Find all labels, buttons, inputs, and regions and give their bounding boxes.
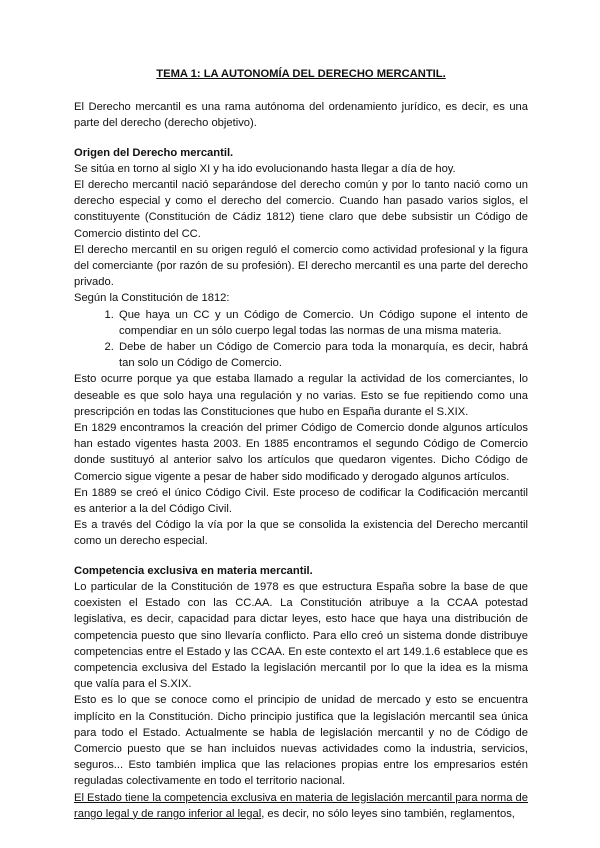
intro-paragraph: El Derecho mercantil es una rama autónoma del ordenamiento jurídico, es decir, es una parte del derecho (derecho objetivo). xyxy=(74,101,528,130)
paragraph: El derecho mercantil nació separándose del derecho común y por lo tanto nació como un derecho especial y como el derecho del comercio. Cuando han pasado varios siglos, el constituyente (Constitución de Cádiz 1812) tiene claro que debe subsistir un Código de Comercio distinto del CC. xyxy=(74,179,528,240)
paragraph: Se sitúa en torno al siglo XI y ha ido evolucionando hasta llegar a día de hoy. xyxy=(74,162,456,175)
paragraph: Es a través del Código la vía por la que se consolida la existencia del Derecho mercantil como un derecho especial. xyxy=(74,519,528,548)
list-item: 1. Que haya un CC y un Código de Comercio. Un Código supone el intento de compendiar en un sólo cuerpo legal todas las normas de una misma materia. xyxy=(117,307,528,339)
page-title: TEMA 1: LA AUTONOMÍA DEL DERECHO MERCANTIL. xyxy=(156,68,446,80)
spacer xyxy=(74,132,528,145)
numbered-list xyxy=(74,307,528,372)
paragraph xyxy=(74,790,528,822)
section-heading-origen: Origen del Derecho mercantil. xyxy=(74,146,234,159)
underlined-text: El Estado tiene la competencia exclusiva en materia de legislación mercantil para norma de rango legal y de rango inferior al legal xyxy=(74,791,528,820)
paragraph-continuation: , es decir, no sólo leyes sino también, reglamentos, xyxy=(261,807,515,820)
paragraph: El derecho mercantil en su origen reguló el comercio como actividad profesional y la figura del comerciante (por razón de su profesión). El derecho mercantil es una parte del derecho privado. xyxy=(74,243,528,289)
section-heading-competencia: Competencia exclusiva en materia mercantil. xyxy=(74,564,313,577)
list-item: 2. Debe de haber un Código de Comercio para toda la monarquía, es decir, habrá tan solo un Código de Comercio. xyxy=(117,339,528,371)
paragraph: En 1829 encontramos la creación del primer Código de Comercio donde algunos artículos han estado vigentes hasta 2003. En 1885 encontramos el segundo Código de Comercio donde sustituyó al anterior salvo los artículos que quedaron vigentes. Dicho Código de Comercio sigue vigente a pesar de haber sido modificado y derogado algunos artículos. xyxy=(74,422,528,483)
paragraph: Lo particular de la Constitución de 1978 es que estructura España sobre la base de que coexisten el Estado con las CC.AA. La Constitución atribuye a la CCAA potestad legislativa, es decir, capacidad para dictar leyes, esto hace que haya una distribución de competencia puesto que sino llevaría conflicto. Para ello creó un sistema donde distribuye competencias entre el Estado y las CCAA. En este contexto el art 149.1.6 establece que es competencia exclusiva del Estado la legislación mercantil por lo que la idea es la misma que valía para el S.XIX. xyxy=(74,580,528,691)
paragraph: Esto ocurre porque ya que estaba llamado a regular la actividad de los comerciantes, lo deseable es que solo haya una regulación y no varias. Esto se fue repitiendo como una prescripción en todas las Constituciones que hubo en España durante el S.XIX. xyxy=(74,373,528,418)
spacer xyxy=(74,550,528,563)
paragraph: Según la Constitución de 1812: xyxy=(74,292,230,305)
paragraph: En 1889 se creó el único Código Civil. Este proceso de codificar la Codificación mercantil es anterior a la del Código Civil. xyxy=(74,486,528,516)
paragraph: Esto es lo que se conoce como el principio de unidad de mercado y esto se encuentra implícito en la Constitución. Dicho principio justifica que la legislación mercantil sea única para todo el Estado. Actualmente se habla de legislación mercantil y no de Código de Comercio puesto que se han incluidos nuevas actividades como la industria, servicios, seguros... Esto también implica que las relaciones propias entre los empresarios estén reguladas colectivamente en todo el territorio nacional. xyxy=(74,694,528,788)
